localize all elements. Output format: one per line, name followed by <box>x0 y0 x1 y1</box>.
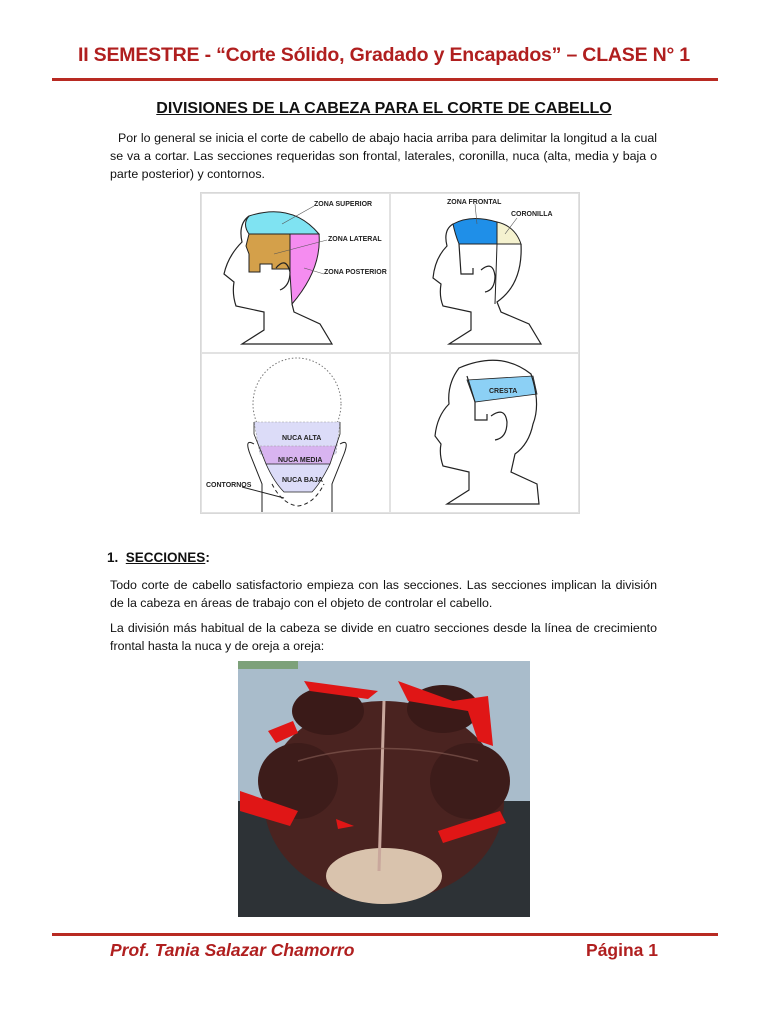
head-side-cresta-illustration <box>391 354 578 512</box>
svg-text:NUCA MEDIA: NUCA MEDIA <box>278 457 323 464</box>
svg-text:ZONA POSTERIOR: ZONA POSTERIOR <box>324 269 387 276</box>
panel-frontal-coronilla <box>390 193 579 353</box>
footer-rule <box>52 933 718 936</box>
footer-page-number: Página 1 <box>586 940 658 960</box>
head-divisions-figure <box>200 192 580 514</box>
head-side-frontal-illustration <box>391 194 578 352</box>
header-title: II SEMESTRE - “Corte Sólido, Gradado y Encapados” – CLASE N° 1 <box>78 44 690 66</box>
sections-paragraph-1: Todo corte de cabello satisfactorio empieza con las secciones. Las secciones implican la división de la cabeza en áreas de trabajo con el objeto de controlar el cabello. <box>110 578 657 610</box>
svg-text:ZONA SUPERIOR: ZONA SUPERIOR <box>314 201 373 208</box>
sections-paragraph-2: La división más habitual de la cabeza se divide en cuatro secciones desde la línea de crecimiento frontal hasta la nuca y de oreja a oreja: <box>110 621 657 653</box>
panel-nuca-back <box>201 353 390 513</box>
header-rule <box>52 78 718 81</box>
svg-text:CONTORNOS: CONTORNOS <box>206 482 252 489</box>
svg-text:NUCA BAJA: NUCA BAJA <box>282 477 323 484</box>
svg-text:CRESTA: CRESTA <box>489 388 518 395</box>
head-side-zones-illustration <box>202 194 389 352</box>
panel-cresta <box>390 353 579 513</box>
section-suffix: : <box>205 550 210 565</box>
document-title: DIVISIONES DE LA CABEZA PARA EL CORTE DE CABELLO <box>156 100 612 117</box>
intro-paragraph: Por lo general se inicia el corte de cabello de abajo hacia arriba para delimitar la longitud a la cual se va a cortar. Las secciones requeridas son frontal, laterales, coronilla, nuca (alta, media y baja o parte posterior) y contornos. <box>110 131 657 181</box>
sectioned-hair-illustration <box>238 661 530 917</box>
sectioned-hair-photo <box>238 661 530 917</box>
section-number: 1. <box>107 550 119 565</box>
svg-text:ZONA FRONTAL: ZONA FRONTAL <box>447 199 502 206</box>
svg-text:NUCA ALTA: NUCA ALTA <box>282 435 322 442</box>
svg-text:ZONA LATERAL: ZONA LATERAL <box>328 236 382 243</box>
panel-zones-side <box>201 193 390 353</box>
svg-text:CORONILLA: CORONILLA <box>511 211 553 218</box>
section-label: SECCIONES <box>125 550 206 565</box>
section-heading-secciones <box>107 550 210 565</box>
footer-author: Prof. Tania Salazar Chamorro <box>110 940 355 960</box>
head-back-nuca-illustration <box>202 354 389 512</box>
